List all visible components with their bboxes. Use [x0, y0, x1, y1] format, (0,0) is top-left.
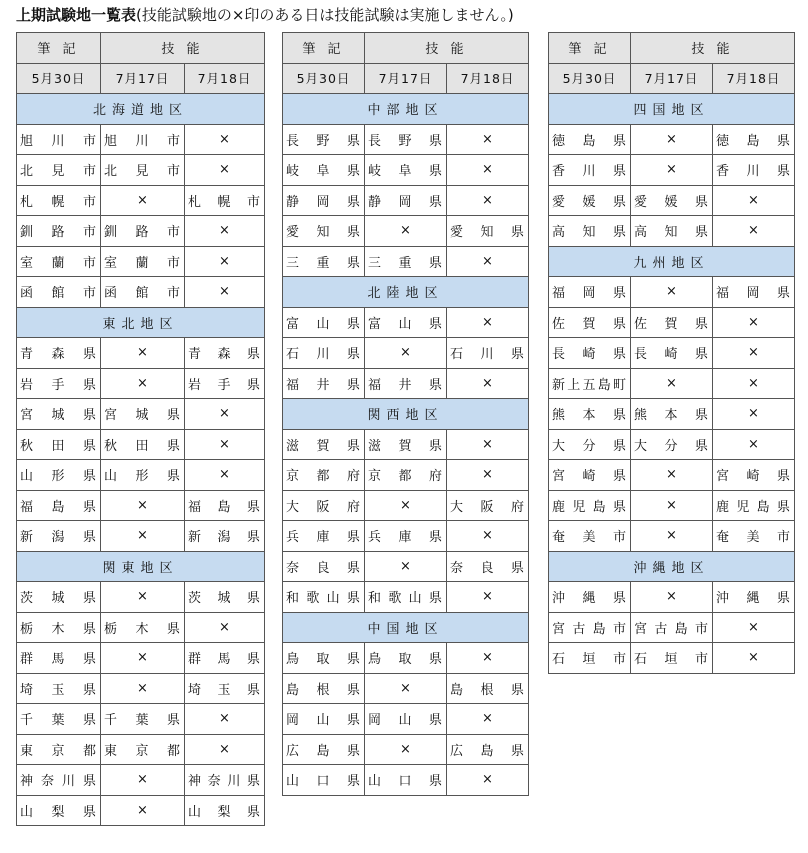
table-row	[17, 643, 265, 674]
written-exam-site: 熊本県	[549, 399, 631, 430]
written-exam-header: 筆 記	[283, 33, 365, 64]
skill-exam-site-day1: ×	[365, 216, 447, 247]
table-row	[17, 155, 265, 186]
skill-exam-site-day1: ×	[365, 490, 447, 521]
written-exam-site: 静岡県	[283, 185, 365, 216]
skill-exam-site-day2: ×	[185, 155, 265, 186]
table-row	[17, 216, 265, 247]
table-row	[283, 643, 529, 674]
table-body	[283, 94, 529, 796]
table-row	[283, 216, 529, 247]
skill-exam-site-day2: ×	[713, 368, 795, 399]
skill-exam-site-day1: ×	[101, 582, 185, 613]
table-row	[549, 643, 795, 674]
skill-exam-site-day1: 函館市	[101, 277, 185, 308]
skill-exam-site-day2: 神奈川県	[185, 765, 265, 796]
table-row	[17, 582, 265, 613]
region-header: 関東地区	[17, 551, 265, 582]
table-header	[17, 33, 265, 94]
table-row	[549, 582, 795, 613]
table-row	[17, 246, 265, 277]
table-row	[283, 460, 529, 491]
skill-exam-site-day1: 長崎県	[631, 338, 713, 369]
skill-exam-site-day2: 徳島県	[713, 124, 795, 155]
region-row	[283, 612, 529, 643]
skill-exam-site-day1: 宮城県	[101, 399, 185, 430]
region-row	[17, 307, 265, 338]
table-row	[283, 429, 529, 460]
written-exam-site: 奄美市	[549, 521, 631, 552]
table-row	[17, 429, 265, 460]
region-header: 北海道地区	[17, 94, 265, 125]
region-row	[549, 246, 795, 277]
skill-exam-site-day1: ×	[365, 673, 447, 704]
skill-exam-site-day2: ×	[713, 399, 795, 430]
date-written: 5月30日	[283, 63, 365, 94]
table-row	[549, 460, 795, 491]
written-exam-site: 島根県	[283, 673, 365, 704]
skill-exam-site-day1: ×	[101, 521, 185, 552]
skill-exam-site-day2: ×	[447, 368, 529, 399]
table-row	[283, 490, 529, 521]
written-exam-site: 宮城県	[17, 399, 101, 430]
table-row	[549, 490, 795, 521]
region-header: 中部地区	[283, 94, 529, 125]
written-exam-site: 岡山県	[283, 704, 365, 735]
skill-exam-site-day2: 福島県	[185, 490, 265, 521]
skill-exam-site-day1: ×	[101, 765, 185, 796]
skill-exam-site-day1: 石垣市	[631, 643, 713, 674]
written-exam-site: 鹿児島県	[549, 490, 631, 521]
written-exam-site: 釧路市	[17, 216, 101, 247]
written-exam-site: 東京都	[17, 734, 101, 765]
skill-exam-site-day1: ×	[631, 277, 713, 308]
table-row	[17, 185, 265, 216]
skill-exam-site-day1: ×	[365, 734, 447, 765]
table-body	[17, 94, 265, 826]
date-skill-2: 7月18日	[713, 63, 795, 94]
skill-exam-site-day1: 滋賀県	[365, 429, 447, 460]
written-exam-site: 高知県	[549, 216, 631, 247]
skill-exam-site-day1: 釧路市	[101, 216, 185, 247]
written-exam-site: 宮崎県	[549, 460, 631, 491]
written-exam-site: 長野県	[283, 124, 365, 155]
skill-exam-site-day1: 熊本県	[631, 399, 713, 430]
skill-exam-site-day2: 茨城県	[185, 582, 265, 613]
skill-exam-site-day2: 札幌市	[185, 185, 265, 216]
skill-exam-site-day2: ×	[185, 429, 265, 460]
skill-exam-site-day2: 愛知県	[447, 216, 529, 247]
table-row	[17, 124, 265, 155]
skill-exam-site-day2: ×	[447, 460, 529, 491]
date-skill-2: 7月18日	[447, 63, 529, 94]
skill-exam-site-day1: ×	[101, 490, 185, 521]
written-exam-site: 愛知県	[283, 216, 365, 247]
table-row	[17, 795, 265, 826]
written-exam-site: 京都府	[283, 460, 365, 491]
skill-exam-site-day2: 青森県	[185, 338, 265, 369]
skill-exam-site-day1: 山口県	[365, 765, 447, 796]
written-exam-site: 茨城県	[17, 582, 101, 613]
region-row	[17, 94, 265, 125]
skill-exam-site-day2: ×	[447, 307, 529, 338]
region-header: 東北地区	[17, 307, 265, 338]
written-exam-site: 石垣市	[549, 643, 631, 674]
table-row	[549, 216, 795, 247]
table-row	[17, 612, 265, 643]
table-row	[283, 704, 529, 735]
skill-exam-site-day2: 広島県	[447, 734, 529, 765]
written-exam-header: 筆 記	[549, 33, 631, 64]
skill-exam-site-day1: ×	[631, 582, 713, 613]
table-row	[283, 765, 529, 796]
skill-exam-site-day2: ×	[447, 429, 529, 460]
skill-exam-site-day2: 奈良県	[447, 551, 529, 582]
skill-exam-site-day1: ×	[365, 551, 447, 582]
table-row	[17, 460, 265, 491]
table-body	[549, 94, 795, 674]
written-exam-site: 広島県	[283, 734, 365, 765]
schedule-table-2	[282, 32, 529, 796]
table-row	[17, 704, 265, 735]
skill-exam-site-day2: ×	[185, 216, 265, 247]
skill-exam-site-day2: ×	[713, 429, 795, 460]
skill-exam-site-day2: ×	[447, 704, 529, 735]
skill-exam-site-day1: 秋田県	[101, 429, 185, 460]
region-header: 北陸地区	[283, 277, 529, 308]
skill-exam-site-day1: 福井県	[365, 368, 447, 399]
skill-exam-site-day2: 沖縄県	[713, 582, 795, 613]
written-exam-site: 鳥取県	[283, 643, 365, 674]
skill-exam-site-day1: 山形県	[101, 460, 185, 491]
region-row	[549, 551, 795, 582]
skill-exam-site-day2: 群馬県	[185, 643, 265, 674]
date-skill-1: 7月17日	[631, 63, 713, 94]
written-exam-site: 愛媛県	[549, 185, 631, 216]
table-row	[283, 307, 529, 338]
written-exam-site: 大分県	[549, 429, 631, 460]
table-row	[17, 734, 265, 765]
skill-exam-site-day2: 香川県	[713, 155, 795, 186]
table-header	[549, 33, 795, 94]
skill-exam-site-day2: 新潟県	[185, 521, 265, 552]
table-row	[17, 765, 265, 796]
written-exam-site: 佐賀県	[549, 307, 631, 338]
skill-exam-site-day2: ×	[447, 582, 529, 613]
skill-exam-site-day1: 高知県	[631, 216, 713, 247]
written-exam-site: 長崎県	[549, 338, 631, 369]
table-row	[17, 338, 265, 369]
table-row	[283, 551, 529, 582]
skill-exam-site-day1: 岐阜県	[365, 155, 447, 186]
written-exam-site: 北見市	[17, 155, 101, 186]
written-exam-site: 沖縄県	[549, 582, 631, 613]
skill-exam-site-day1: ×	[631, 368, 713, 399]
skill-exam-site-day2: ×	[713, 643, 795, 674]
written-exam-site: 石川県	[283, 338, 365, 369]
skill-exam-site-day2: 埼玉県	[185, 673, 265, 704]
skill-exam-site-day1: 北見市	[101, 155, 185, 186]
skill-exam-site-day2: ×	[447, 643, 529, 674]
written-exam-site: 岩手県	[17, 368, 101, 399]
skill-exam-site-day2: ×	[713, 185, 795, 216]
skill-exam-site-day1: 兵庫県	[365, 521, 447, 552]
region-row	[283, 277, 529, 308]
skill-exam-site-day2: ×	[713, 338, 795, 369]
skill-exam-site-day2: ×	[713, 612, 795, 643]
skill-exam-site-day1: 岡山県	[365, 704, 447, 735]
skill-exam-site-day2: ×	[713, 307, 795, 338]
skill-exam-site-day1: 長野県	[365, 124, 447, 155]
region-header: 沖縄地区	[549, 551, 795, 582]
region-header: 中国地区	[283, 612, 529, 643]
written-exam-site: 新上五島町	[549, 368, 631, 399]
table-row	[283, 582, 529, 613]
table-row	[283, 246, 529, 277]
table-row	[17, 368, 265, 399]
written-exam-site: 神奈川県	[17, 765, 101, 796]
skill-exam-site-day2: ×	[185, 612, 265, 643]
skill-exam-header: 技 能	[101, 33, 265, 64]
written-exam-site: 函館市	[17, 277, 101, 308]
table-row	[283, 734, 529, 765]
written-exam-site: 福井県	[283, 368, 365, 399]
table-row	[549, 612, 795, 643]
skill-exam-site-day2: 福岡県	[713, 277, 795, 308]
skill-exam-site-day1: 千葉県	[101, 704, 185, 735]
skill-exam-site-day2: ×	[185, 124, 265, 155]
table-row	[283, 155, 529, 186]
written-exam-site: 奈良県	[283, 551, 365, 582]
skill-exam-site-day1: ×	[365, 338, 447, 369]
table-row	[549, 124, 795, 155]
skill-exam-site-day1: ×	[631, 460, 713, 491]
written-exam-site: 岐阜県	[283, 155, 365, 186]
written-exam-site: 秋田県	[17, 429, 101, 460]
table-row	[283, 368, 529, 399]
written-exam-site: 富山県	[283, 307, 365, 338]
skill-exam-site-day2: ×	[185, 399, 265, 430]
skill-exam-site-day1: 宮古島市	[631, 612, 713, 643]
written-exam-site: 栃木県	[17, 612, 101, 643]
table-row	[549, 155, 795, 186]
skill-exam-site-day2: ×	[447, 185, 529, 216]
skill-exam-site-day1: 和歌山県	[365, 582, 447, 613]
date-skill-1: 7月17日	[365, 63, 447, 94]
title-note: (技能試験地の×印のある日は技能試験は実施しません。)	[136, 6, 514, 24]
page-title	[16, 2, 514, 28]
table-header	[283, 33, 529, 94]
date-written: 5月30日	[17, 63, 101, 94]
table-row	[549, 277, 795, 308]
written-exam-site: 旭川市	[17, 124, 101, 155]
skill-exam-header: 技 能	[365, 33, 529, 64]
skill-exam-site-day1: 京都府	[365, 460, 447, 491]
skill-exam-header: 技 能	[631, 33, 795, 64]
skill-exam-site-day1: 栃木県	[101, 612, 185, 643]
table-row	[549, 521, 795, 552]
written-exam-site: 群馬県	[17, 643, 101, 674]
table-row	[549, 307, 795, 338]
skill-exam-site-day1: ×	[631, 490, 713, 521]
skill-exam-site-day2: ×	[447, 521, 529, 552]
written-exam-site: 埼玉県	[17, 673, 101, 704]
skill-exam-site-day1: 富山県	[365, 307, 447, 338]
skill-exam-site-day2: 奄美市	[713, 521, 795, 552]
skill-exam-site-day1: 大分県	[631, 429, 713, 460]
skill-exam-site-day1: ×	[101, 643, 185, 674]
date-skill-1: 7月17日	[101, 63, 185, 94]
skill-exam-site-day2: 宮崎県	[713, 460, 795, 491]
skill-exam-site-day1: 三重県	[365, 246, 447, 277]
written-exam-site: 兵庫県	[283, 521, 365, 552]
written-exam-site: 山梨県	[17, 795, 101, 826]
skill-exam-site-day1: 旭川市	[101, 124, 185, 155]
region-header: 四国地区	[549, 94, 795, 125]
skill-exam-site-day2: 山梨県	[185, 795, 265, 826]
table-row	[283, 521, 529, 552]
region-row	[283, 94, 529, 125]
skill-exam-site-day2: ×	[447, 155, 529, 186]
table-row	[17, 399, 265, 430]
region-row	[549, 94, 795, 125]
skill-exam-site-day2: ×	[185, 460, 265, 491]
written-exam-site: 山形県	[17, 460, 101, 491]
written-exam-site: 青森県	[17, 338, 101, 369]
date-written: 5月30日	[549, 63, 631, 94]
skill-exam-site-day2: 石川県	[447, 338, 529, 369]
skill-exam-site-day1: ×	[101, 338, 185, 369]
skill-exam-site-day2: 大阪府	[447, 490, 529, 521]
skill-exam-site-day1: ×	[101, 673, 185, 704]
table-row	[549, 399, 795, 430]
written-exam-header: 筆 記	[17, 33, 101, 64]
skill-exam-site-day2: 鹿児島県	[713, 490, 795, 521]
written-exam-site: 千葉県	[17, 704, 101, 735]
date-skill-2: 7月18日	[185, 63, 265, 94]
skill-exam-site-day2: ×	[447, 124, 529, 155]
skill-exam-site-day2: ×	[185, 277, 265, 308]
written-exam-site: 和歌山県	[283, 582, 365, 613]
skill-exam-site-day1: 愛媛県	[631, 185, 713, 216]
written-exam-site: 香川県	[549, 155, 631, 186]
table-row	[283, 124, 529, 155]
skill-exam-site-day1: 東京都	[101, 734, 185, 765]
skill-exam-site-day1: 佐賀県	[631, 307, 713, 338]
table-row	[17, 673, 265, 704]
table-row	[17, 521, 265, 552]
schedule-table-3	[548, 32, 795, 674]
written-exam-site: 大阪府	[283, 490, 365, 521]
skill-exam-site-day2: 島根県	[447, 673, 529, 704]
region-header: 九州地区	[549, 246, 795, 277]
written-exam-site: 山口県	[283, 765, 365, 796]
table-row	[549, 429, 795, 460]
skill-exam-site-day2: ×	[185, 734, 265, 765]
skill-exam-site-day1: ×	[631, 155, 713, 186]
written-exam-site: 福島県	[17, 490, 101, 521]
table-row	[17, 490, 265, 521]
written-exam-site: 札幌市	[17, 185, 101, 216]
table-row	[549, 338, 795, 369]
schedule-table-1	[16, 32, 265, 826]
title-main: 上期試験地一覧表	[16, 6, 137, 24]
skill-exam-site-day2: ×	[185, 246, 265, 277]
written-exam-site: 滋賀県	[283, 429, 365, 460]
table-row	[549, 368, 795, 399]
skill-exam-site-day1: 室蘭市	[101, 246, 185, 277]
skill-exam-site-day2: 岩手県	[185, 368, 265, 399]
skill-exam-site-day1: ×	[101, 795, 185, 826]
skill-exam-site-day2: ×	[447, 246, 529, 277]
table-row	[283, 673, 529, 704]
skill-exam-site-day2: ×	[185, 704, 265, 735]
skill-exam-site-day1: ×	[631, 124, 713, 155]
table-row	[17, 277, 265, 308]
skill-exam-site-day2: ×	[447, 765, 529, 796]
written-exam-site: 宮古島市	[549, 612, 631, 643]
region-row	[17, 551, 265, 582]
written-exam-site: 三重県	[283, 246, 365, 277]
region-row	[283, 399, 529, 430]
table-row	[549, 185, 795, 216]
table-row	[283, 185, 529, 216]
skill-exam-site-day2: ×	[713, 216, 795, 247]
skill-exam-site-day1: ×	[101, 368, 185, 399]
written-exam-site: 徳島県	[549, 124, 631, 155]
skill-exam-site-day1: ×	[631, 521, 713, 552]
region-header: 関西地区	[283, 399, 529, 430]
written-exam-site: 福岡県	[549, 277, 631, 308]
skill-exam-site-day1: ×	[101, 185, 185, 216]
table-row	[283, 338, 529, 369]
written-exam-site: 室蘭市	[17, 246, 101, 277]
written-exam-site: 新潟県	[17, 521, 101, 552]
skill-exam-site-day1: 鳥取県	[365, 643, 447, 674]
skill-exam-site-day1: 静岡県	[365, 185, 447, 216]
